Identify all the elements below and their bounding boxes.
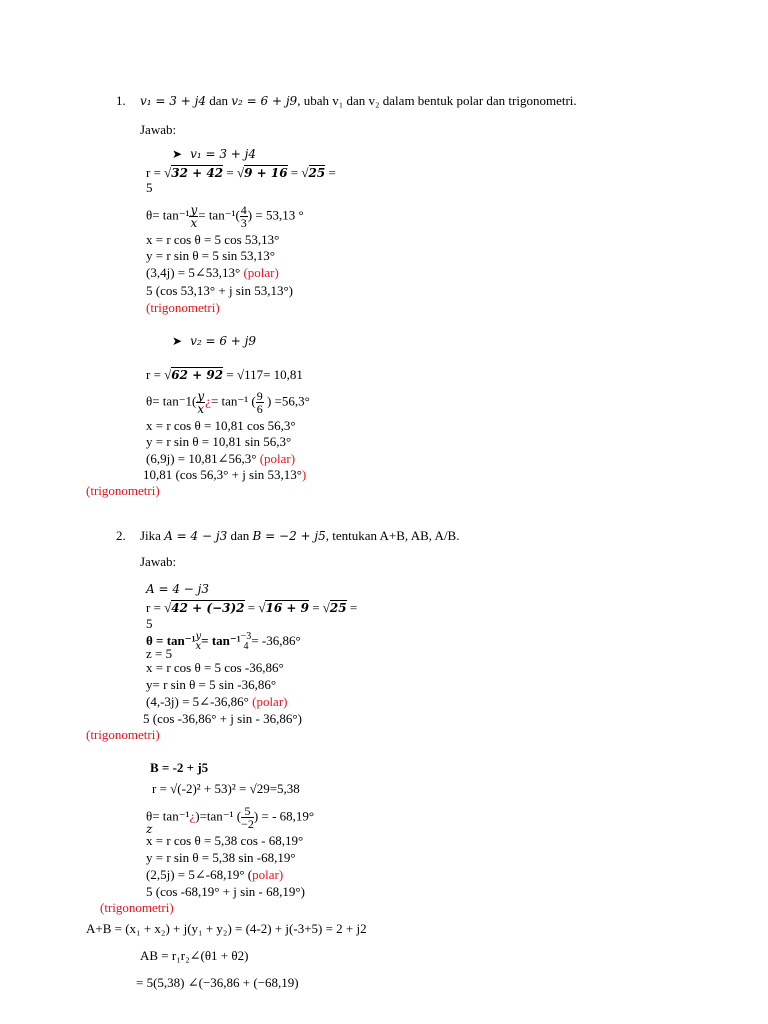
q1-a-r: r = √32 + 42 = √9 + 16 = √25 = — [146, 165, 336, 180]
q1-jawab: Jawab: — [140, 122, 177, 137]
q1-b-heading: ➤ v₂ = 6 + j9 — [172, 334, 257, 348]
q2-sum: A+B = (x₁ + x₂) + j(y₁ + y₂) = (4-2) + j(-3+5) = 2 + j2 — [86, 921, 367, 936]
q2-jawab: Jawab: — [140, 554, 177, 569]
q1-dan: dan — [205, 93, 232, 108]
q1-a-r-value: 5 — [146, 180, 153, 195]
q2-b-y: y = r sin θ = 5,38 sin -68,19° — [146, 850, 296, 865]
bullet-arrow-icon: ➤ — [172, 147, 183, 161]
q2-b-polar: (2,5j) = 5∠-68,19° (polar) — [146, 867, 284, 882]
q1-b-polar: (6,9j) = 10,81∠56,3° (polar) — [146, 451, 296, 466]
q2-number: 2. — [116, 528, 126, 543]
q2-ab-formula: AB = r₁r₂∠(θ1 + θ2) — [140, 948, 249, 963]
q2-b-trig-label: (trigonometri) — [100, 900, 174, 915]
bullet-arrow-icon: ➤ — [172, 334, 183, 348]
q1-b-theta: θ= tan⁻1( $\frac{y}{x}$ ¿= tan⁻¹ ( $\frac{9}{6}$ ) =56,3° — [146, 389, 310, 416]
q1-v2: v₂ = 6 + j9 — [231, 94, 298, 108]
q2-a-heading: A = 4 − j3 — [146, 582, 210, 596]
q2-a-x: x = r cos θ = 5 cos -36,86° — [146, 660, 284, 675]
q2-a-r-value: 5 — [146, 616, 153, 631]
q1-a-theta: θ= tan⁻¹ $\frac{y}{x}$ = tan⁻¹( $\frac{4}{3}$ ) = 53,13 ° — [146, 203, 304, 230]
q2-a-z: z = 5 — [146, 646, 173, 661]
q1-b-trig-expr: 10,81 (cos 56,3° + j sin 53,13°) — [143, 467, 307, 482]
q1-b-trig-label: (trigonometri) — [86, 483, 160, 498]
q1-v1: v₁ = 3 + j4 — [140, 94, 206, 108]
q1-a-trig-label: (trigonometri) — [146, 300, 220, 315]
q1-a-x: x = r cos θ = 5 cos 53,13° — [146, 232, 280, 247]
q1-a-heading: ➤ v₁ = 3 + j4 — [172, 147, 257, 161]
q2-b-x: x = r cos θ = 5,38 cos - 68,19° — [146, 833, 304, 848]
q1-number: 1. — [116, 93, 126, 108]
q2-b-heading: B = -2 + j5 — [150, 760, 209, 775]
q1-a-trig-expr: 5 (cos 53,13° + j sin 53,13°) — [146, 283, 293, 298]
q2-a-theta: θ = tan⁻¹ y x = tan⁻¹ −3 4 = -36,86° — [146, 631, 301, 652]
q2-b-trig-expr: 5 (cos -68,19° + j sin - 68,19°) — [146, 884, 305, 899]
q2-b-r: r = √(-2)² + 53)² = √29=5,38 — [152, 781, 300, 796]
q2-a-trig-label: (trigonometri) — [86, 727, 160, 742]
q1-rest: , ubah v₁ dan v₂ dalam bentuk polar dan trigonometri. — [297, 93, 577, 108]
q1-b-r: r = √62 + 92 = √117= 10,81 — [146, 367, 303, 382]
q1-a-polar: (3,4j) = 5∠53,13° (polar) — [146, 265, 279, 280]
q2-a-y: y= r sin θ = 5 sin -36,86° — [146, 677, 277, 692]
q2-b-z: z — [146, 822, 153, 836]
q2-statement: Jika A = 4 − j3 dan B = −2 + j5, tentukan A+B, AB, A/B. — [140, 528, 460, 543]
q1-a-y: y = r sin θ = 5 sin 53,13° — [146, 248, 276, 263]
q2-a-trig-expr: 5 (cos -36,86° + j sin - 36,86°) — [143, 711, 302, 726]
q1-b-x: x = r cos θ = 10,81 cos 56,3° — [146, 418, 296, 433]
q1-statement — [140, 93, 577, 109]
q2-ab-value: = 5(5,38) ∠(−36,86 + (−68,19) — [136, 975, 299, 990]
q2-a-r: r = √42 + (−3)2 = √16 + 9 = √25 = — [146, 600, 358, 615]
q1-b-y: y = r sin θ = 10,81 sin 56,3° — [146, 434, 292, 449]
q2-a-polar: (4,-3j) = 5∠-36,86° (polar) — [146, 694, 288, 709]
q2-b-theta: θ= tan⁻¹¿)=tan⁻¹ ( $\frac{5}{-2}$ ) = - 68,19° — [146, 804, 315, 831]
